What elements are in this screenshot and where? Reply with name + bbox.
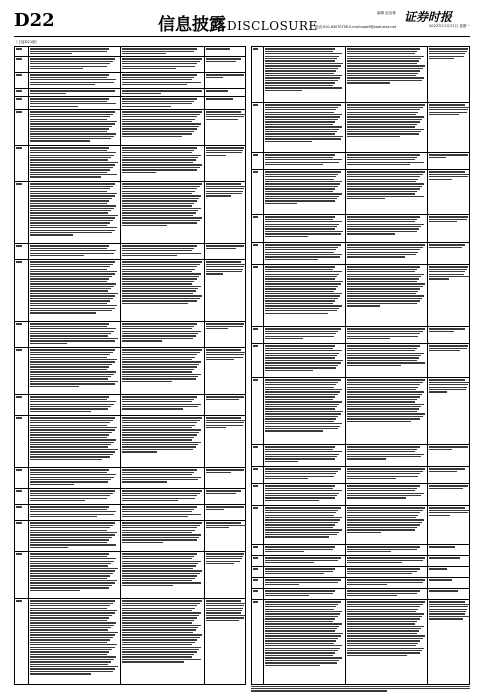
table-cell-after xyxy=(346,589,428,599)
table-cell-before xyxy=(264,243,346,264)
table-cell-before xyxy=(264,556,346,566)
table-cell-after xyxy=(346,215,428,242)
table-row xyxy=(14,322,246,348)
table-cell-after xyxy=(346,484,428,505)
table-cell-seq xyxy=(15,182,29,243)
continued-label: （上接D21版） xyxy=(14,40,40,44)
table-cell-before xyxy=(264,467,346,483)
table-cell-before xyxy=(29,97,121,109)
table-row xyxy=(14,348,246,395)
table-cell-after xyxy=(346,47,428,102)
table-row xyxy=(14,57,246,73)
table-cell-seq xyxy=(15,521,29,551)
table-cell-seq xyxy=(15,599,29,684)
table-row xyxy=(14,244,246,260)
table-cell-seq xyxy=(15,552,29,598)
issue-date: 2022年11月21日 星期一 xyxy=(429,24,470,28)
table-cell-before xyxy=(264,265,346,326)
table-cell-before xyxy=(29,505,121,520)
table-cell-after xyxy=(121,348,205,394)
table-row xyxy=(14,146,246,182)
table-cell-after xyxy=(346,265,428,326)
table-cell-before xyxy=(29,73,121,88)
table-cell-note xyxy=(428,47,471,102)
header-right xyxy=(300,8,470,34)
table-cell-before xyxy=(264,103,346,152)
table-row xyxy=(251,170,470,215)
footnote-line xyxy=(251,690,387,691)
table-cell-note xyxy=(428,467,471,483)
footnote xyxy=(251,686,470,693)
table-cell-before xyxy=(264,153,346,169)
table-row xyxy=(251,484,470,506)
table-cell-note xyxy=(205,73,247,88)
table-cell-note xyxy=(428,545,471,555)
table-cell-seq xyxy=(252,378,264,444)
table-cell-after xyxy=(121,89,205,96)
table-row xyxy=(14,73,246,89)
table-cell-seq xyxy=(15,57,29,72)
table-cell-before xyxy=(264,47,346,102)
footnote-line xyxy=(251,688,470,689)
table-cell-after xyxy=(121,146,205,181)
table-cell-after xyxy=(121,97,205,109)
table-cell-before xyxy=(264,484,346,505)
table-row xyxy=(14,521,246,552)
table-cell-before xyxy=(264,344,346,377)
table-cell-seq xyxy=(15,260,29,321)
table-cell-seq xyxy=(15,395,29,415)
table-cell-after xyxy=(121,395,205,415)
table-cell-after xyxy=(121,552,205,598)
table-cell-after xyxy=(346,378,428,444)
table-cell-seq xyxy=(252,344,264,377)
table-cell-note xyxy=(205,489,247,504)
table-cell-after xyxy=(346,545,428,555)
table-cell-seq xyxy=(15,348,29,394)
table-cell-before xyxy=(29,47,121,56)
table-cell-after xyxy=(121,489,205,504)
table-cell-seq xyxy=(252,103,264,152)
table-cell-after xyxy=(121,182,205,243)
table-cell-note xyxy=(205,260,247,321)
table-cell-after xyxy=(121,47,205,56)
newspaper-logo: 证券时报 xyxy=(403,10,452,24)
table-cell-note xyxy=(428,506,471,544)
table-row xyxy=(251,327,470,344)
table-cell-before xyxy=(29,489,121,504)
table-cell-before xyxy=(29,146,121,181)
table-cell-after xyxy=(346,567,428,577)
table-cell-note xyxy=(428,567,471,577)
table-row xyxy=(14,182,246,244)
table-cell-seq xyxy=(252,484,264,505)
table-cell-before xyxy=(264,506,346,544)
table-cell-seq xyxy=(252,506,264,544)
table-row xyxy=(14,47,246,57)
right-column-table xyxy=(251,46,470,685)
table-cell-seq xyxy=(252,556,264,566)
table-cell-before xyxy=(264,578,346,588)
table-cell-note xyxy=(205,47,247,56)
table-cell-after xyxy=(346,578,428,588)
table-cell-seq xyxy=(15,468,29,488)
table-cell-seq xyxy=(252,600,264,684)
table-row xyxy=(14,489,246,505)
table-cell-after xyxy=(346,153,428,169)
table-cell-seq xyxy=(252,327,264,343)
table-cell-before xyxy=(264,170,346,214)
masthead xyxy=(158,10,318,35)
table-cell-seq xyxy=(252,215,264,242)
table-cell-after xyxy=(346,445,428,466)
table-cell-before xyxy=(264,589,346,599)
table-cell-note xyxy=(428,153,471,169)
table-cell-seq xyxy=(15,146,29,181)
table-row xyxy=(251,153,470,170)
contacts-line: 电话:010-63070756 E-mail:zqrb9@zqrb.sina.net xyxy=(315,25,396,29)
table-row xyxy=(251,556,470,567)
table-cell-note xyxy=(205,552,247,598)
table-row xyxy=(251,265,470,327)
table-cell-after xyxy=(121,505,205,520)
table-cell-note xyxy=(428,378,471,444)
table-cell-note xyxy=(428,103,471,152)
table-cell-seq xyxy=(252,545,264,555)
table-cell-note xyxy=(428,327,471,343)
footnote-line xyxy=(251,686,470,687)
table-row xyxy=(14,468,246,489)
table-cell-seq xyxy=(252,170,264,214)
section-title-cn: 信息披露 xyxy=(158,15,226,35)
table-cell-note xyxy=(205,182,247,243)
table-cell-note xyxy=(205,322,247,347)
table-cell-after xyxy=(121,57,205,72)
left-column-table xyxy=(14,46,246,685)
table-cell-note xyxy=(428,556,471,566)
table-cell-before xyxy=(29,89,121,96)
header-rule xyxy=(14,36,470,37)
table-cell-seq xyxy=(252,153,264,169)
table-cell-before xyxy=(29,348,121,394)
table-cell-seq xyxy=(252,445,264,466)
table-cell-before xyxy=(264,567,346,577)
table-cell-after xyxy=(121,260,205,321)
table-cell-after xyxy=(121,416,205,467)
table-cell-after xyxy=(121,468,205,488)
table-cell-note xyxy=(205,110,247,145)
table-cell-before xyxy=(29,521,121,551)
table-cell-seq xyxy=(15,489,29,504)
table-row xyxy=(14,89,246,97)
table-cell-seq xyxy=(15,89,29,96)
table-row xyxy=(251,378,470,445)
table-row xyxy=(14,395,246,416)
table-cell-note xyxy=(205,416,247,467)
table-cell-after xyxy=(121,521,205,551)
table-cell-after xyxy=(346,506,428,544)
table-cell-before xyxy=(29,57,121,72)
table-cell-note xyxy=(428,265,471,326)
table-cell-seq xyxy=(252,467,264,483)
table-cell-note xyxy=(205,57,247,72)
table-cell-note xyxy=(428,600,471,684)
table-cell-before xyxy=(264,215,346,242)
table-cell-note xyxy=(205,599,247,684)
table-cell-note xyxy=(428,484,471,505)
table-cell-before xyxy=(29,182,121,243)
table-row xyxy=(251,600,470,685)
table-cell-after xyxy=(346,467,428,483)
table-row xyxy=(251,344,470,378)
table-cell-seq xyxy=(15,416,29,467)
table-cell-before xyxy=(264,327,346,343)
table-cell-note xyxy=(428,578,471,588)
table-cell-after xyxy=(346,103,428,152)
table-cell-seq xyxy=(15,97,29,109)
table-row xyxy=(14,260,246,322)
table-row xyxy=(251,589,470,600)
table-cell-before xyxy=(29,468,121,488)
table-row xyxy=(251,567,470,578)
table-row xyxy=(14,97,246,110)
table-cell-seq xyxy=(15,73,29,88)
table-cell-before xyxy=(264,545,346,555)
table-row xyxy=(251,545,470,556)
table-cell-seq xyxy=(15,110,29,145)
table-row xyxy=(251,47,470,103)
table-cell-after xyxy=(121,322,205,347)
table-cell-note xyxy=(205,244,247,259)
table-cell-before xyxy=(29,395,121,415)
table-cell-after xyxy=(121,110,205,145)
table-cell-after xyxy=(121,599,205,684)
table-cell-seq xyxy=(252,47,264,102)
table-cell-note xyxy=(428,344,471,377)
table-cell-before xyxy=(29,552,121,598)
table-cell-seq xyxy=(15,244,29,259)
editors-credit: 编辑 赵洁豪 xyxy=(376,11,396,15)
table-cell-before xyxy=(29,599,121,684)
table-cell-after xyxy=(346,344,428,377)
table-row xyxy=(14,110,246,146)
table-row xyxy=(14,416,246,468)
table-cell-after xyxy=(346,243,428,264)
table-cell-before xyxy=(264,445,346,466)
table-cell-note xyxy=(205,521,247,551)
table-row xyxy=(14,552,246,599)
table-row xyxy=(251,445,470,467)
table-cell-after xyxy=(121,244,205,259)
table-cell-after xyxy=(346,170,428,214)
table-cell-after xyxy=(346,327,428,343)
page-number: D22 xyxy=(14,10,55,31)
table-row xyxy=(251,215,470,243)
table-cell-note xyxy=(205,395,247,415)
table-cell-seq xyxy=(252,578,264,588)
table-row xyxy=(251,243,470,265)
table-cell-seq xyxy=(252,567,264,577)
table-cell-seq xyxy=(252,589,264,599)
table-cell-note xyxy=(428,445,471,466)
table-row xyxy=(14,599,246,685)
table-row xyxy=(251,506,470,545)
table-cell-note xyxy=(428,215,471,242)
table-cell-after xyxy=(346,600,428,684)
table-cell-note xyxy=(428,589,471,599)
table-cell-before xyxy=(29,244,121,259)
table-cell-before xyxy=(264,378,346,444)
table-cell-note xyxy=(205,505,247,520)
table-cell-before xyxy=(29,110,121,145)
table-cell-after xyxy=(121,73,205,88)
table-cell-before xyxy=(264,600,346,684)
table-cell-seq xyxy=(252,265,264,326)
table-cell-note xyxy=(428,243,471,264)
table-cell-seq xyxy=(15,47,29,56)
table-cell-note xyxy=(205,97,247,109)
table-row xyxy=(251,467,470,484)
table-cell-note xyxy=(205,348,247,394)
section-title-en: DISCLOSURE xyxy=(227,19,318,33)
table-cell-seq xyxy=(252,243,264,264)
table-row xyxy=(251,578,470,589)
table-cell-before xyxy=(29,322,121,347)
table-cell-before xyxy=(29,260,121,321)
table-cell-before xyxy=(29,416,121,467)
table-cell-note xyxy=(205,146,247,181)
table-cell-seq xyxy=(15,505,29,520)
table-cell-after xyxy=(346,556,428,566)
table-cell-note xyxy=(205,468,247,488)
table-row xyxy=(251,103,470,153)
table-cell-seq xyxy=(15,322,29,347)
table-cell-note xyxy=(205,89,247,96)
table-cell-note xyxy=(428,170,471,214)
table-row xyxy=(14,505,246,521)
